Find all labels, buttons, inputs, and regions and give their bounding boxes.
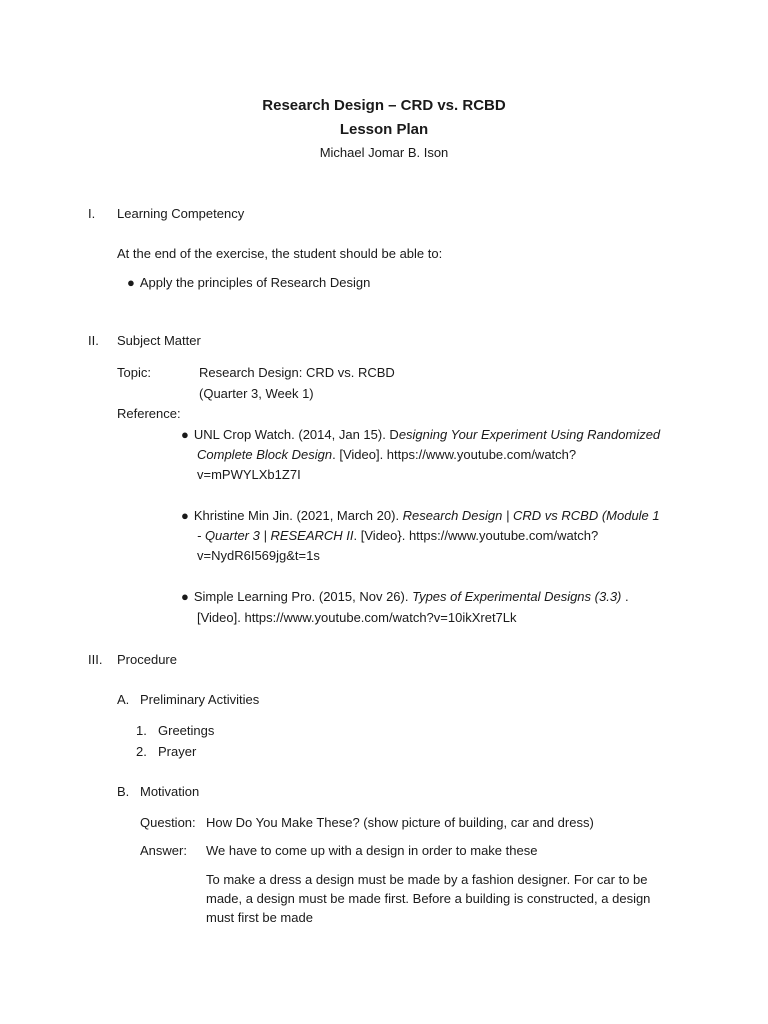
subsection-b-heading: Motivation <box>140 784 200 799</box>
reference-author: Simple Learning Pro. (2015, Nov 26). <box>193 589 413 604</box>
list-item-number: 2. <box>136 744 147 759</box>
section-1-intro: At the end of the exercise, the student should be able to: <box>117 246 443 261</box>
reference-link: [Video]. https://www.youtube.com/watch?v=10ikXret7Lk <box>197 610 517 625</box>
section-1-bullet <box>127 273 370 292</box>
document-title: Research Design – CRD vs. RCBD <box>262 97 506 114</box>
answer-paragraph-line: To make a dress a design must be made by a fashion designer. For car to be <box>206 872 648 887</box>
subsection-a-heading: Preliminary Activities <box>140 692 260 707</box>
section-3-number: III. <box>88 652 103 667</box>
reference-title: Research Design | CRD vs RCBD (Module 1 <box>402 508 660 523</box>
reference-author: Khristine Min Jin. (2021, March 20). <box>193 508 403 523</box>
list-item-number: 1. <box>136 723 147 738</box>
reference-label: Reference: <box>117 406 181 421</box>
section-2-number: II. <box>88 333 99 348</box>
section-1-number: I. <box>88 206 96 221</box>
reference-line <box>197 445 576 464</box>
reference-link: . [Video]. https://www.youtube.com/watch? <box>332 447 577 462</box>
reference-punctuation: . <box>621 589 629 604</box>
list-item: Prayer <box>158 744 197 759</box>
reference-title: esigning Your Experiment Using Randomized <box>398 427 661 442</box>
topic-label: Topic: <box>117 365 151 380</box>
reference-item <box>181 506 660 525</box>
reference-link: v=NydR6I569jg&t=1s <box>197 548 320 563</box>
section-1-heading: Learning Competency <box>117 206 245 221</box>
answer-paragraph-line: made, a design must be made first. Before a building is constructed, a design <box>206 891 651 906</box>
question-label: Question: <box>140 815 196 830</box>
list-item: Greetings <box>158 723 215 738</box>
reference-item <box>181 425 660 444</box>
reference-line <box>197 526 598 545</box>
section-3-heading: Procedure <box>117 652 177 667</box>
bullet-icon: ● <box>181 589 189 604</box>
reference-link: v=mPWYLXb1Z7I <box>197 467 301 482</box>
topic-value: Research Design: CRD vs. RCBD <box>199 365 395 380</box>
author-name: Michael Jomar B. Ison <box>319 145 449 160</box>
reference-title: - Quarter 3 | RESEARCH II <box>197 528 354 543</box>
section-2-heading: Subject Matter <box>117 333 201 348</box>
bullet-icon: ● <box>181 508 189 523</box>
reference-author: UNL Crop Watch. (2014, Jan 15). D <box>193 427 399 442</box>
answer-label: Answer: <box>140 843 187 858</box>
answer-paragraph-line: must first be made <box>206 910 313 925</box>
question-text: How Do You Make These? (show picture of building, car and dress) <box>206 815 594 830</box>
topic-value-quarter: (Quarter 3, Week 1) <box>199 386 314 401</box>
reference-link: . [Video}. https://www.youtube.com/watch? <box>353 528 599 543</box>
subsection-b-letter: B. <box>117 784 130 799</box>
reference-title: Complete Block Design <box>197 447 333 462</box>
bullet-icon: ● <box>127 275 135 290</box>
reference-item <box>181 587 629 606</box>
subsection-a-letter: A. <box>117 692 130 707</box>
bullet-icon: ● <box>181 427 189 442</box>
reference-title: Types of Experimental Designs (3.3) <box>412 589 622 604</box>
bullet-text: Apply the principles of Research Design <box>139 275 371 290</box>
answer-text: We have to come up with a design in order to make these <box>206 843 538 858</box>
document-subtitle: Lesson Plan <box>339 121 429 138</box>
